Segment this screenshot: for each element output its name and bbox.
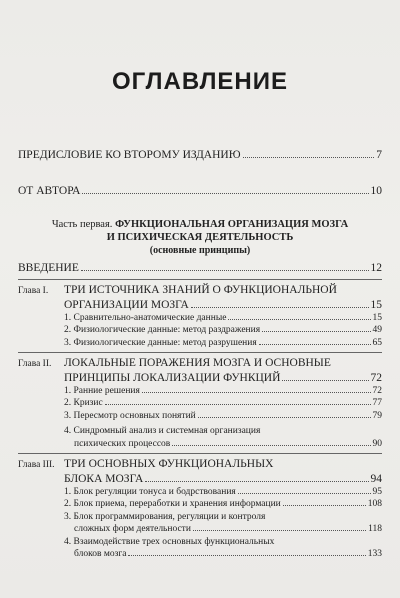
section-label: 3. Физиологические данные: метод разрушения: [64, 337, 257, 348]
leader-dots: [81, 270, 369, 271]
leader-dots: [282, 380, 368, 381]
chapter-3: [18, 458, 382, 561]
leader-dots: [191, 307, 369, 308]
leader-dots: [172, 445, 370, 446]
section-entry: [64, 397, 382, 410]
leader-dots: [243, 157, 375, 158]
leader-dots: [105, 404, 371, 405]
leader-dots: [145, 481, 368, 482]
part-subtitle: (основные принципы): [149, 245, 251, 256]
section-label: 4. Взаимодействие трех основных функциональных: [64, 536, 275, 547]
leader-dots: [82, 193, 368, 194]
toc-entry-preface: [18, 148, 382, 162]
section-entry-continued: [64, 523, 382, 536]
section-label-line2: психических процессов: [74, 438, 171, 449]
chapter-title-line2: ОРГАНИЗАЦИИ МОЗГА: [64, 298, 189, 311]
chapter-number: Глава III.: [18, 460, 55, 470]
toc-entry-label: ОТ АВТОРА: [18, 185, 81, 197]
section-label: 1. Сравнительно-анатомические данные: [64, 312, 227, 323]
chapter-title: [64, 357, 382, 385]
page-title: ОГЛАВЛЕНИЕ: [111, 68, 289, 95]
section-entry: [64, 536, 382, 549]
toc-entry-label: ВВЕДЕНИЕ: [18, 262, 79, 274]
section-label: 2. Блок приема, переработки и хранения информации: [64, 499, 281, 509]
chapter-title: [64, 284, 382, 312]
section-label-line2: блоков мозга: [74, 549, 127, 559]
section-entry: [64, 337, 382, 350]
divider: [18, 453, 382, 454]
chapter-number: Глава II.: [18, 359, 52, 369]
part-heading: [18, 218, 382, 257]
chapter-title-line1: ТРИ ОСНОВНЫХ ФУНКЦИОНАЛЬНЫХ: [64, 458, 274, 470]
section-page: 108: [367, 499, 382, 509]
leader-dots: [283, 505, 366, 506]
section-label: 1. Ранние решения: [64, 385, 140, 396]
section-page: 72: [372, 385, 382, 396]
section-page: 15: [372, 312, 382, 323]
part-title-line2: И ПСИХИЧЕСКАЯ ДЕЯТЕЛЬНОСТЬ: [106, 232, 294, 243]
section-page: 95: [372, 486, 382, 497]
leader-dots: [128, 555, 365, 556]
section-page: 90: [372, 438, 382, 449]
section-entry: [64, 511, 382, 524]
section-entry-continued: [64, 548, 382, 561]
section-entry: [64, 410, 382, 423]
toc-entry-label: ПРЕДИСЛОВИЕ КО ВТОРОМУ ИЗДАНИЮ: [18, 149, 241, 161]
section-entry: [64, 425, 382, 438]
toc-entry-page: 10: [370, 185, 382, 197]
part-number: Часть первая.: [51, 219, 113, 230]
section-entry-continued: [64, 438, 382, 451]
section-entry: [64, 486, 382, 499]
table-of-contents: [18, 148, 382, 564]
chapter-page: 94: [370, 472, 382, 485]
chapter-number: Глава I.: [18, 286, 49, 296]
part-title-line1: ФУНКЦИОНАЛЬНАЯ ОРГАНИЗАЦИЯ МОЗГА: [115, 219, 349, 230]
section-label: 3. Блок программирования, регуляции и контроля: [64, 511, 266, 522]
section-label: 4. Синдромный анализ и системная организация: [64, 426, 261, 436]
section-page: 118: [368, 524, 382, 534]
leader-dots: [228, 319, 370, 320]
section-page: 49: [372, 325, 382, 335]
chapter-title: [64, 458, 382, 486]
chapter-1: [18, 284, 382, 349]
divider: [18, 352, 382, 353]
leader-dots: [238, 493, 371, 494]
toc-entry-intro: [18, 261, 382, 275]
chapter-title-line2: ПРИНЦИПЫ ЛОКАЛИЗАЦИИ ФУНКЦИЙ: [64, 371, 281, 384]
leader-dots: [142, 392, 371, 393]
chapter-title-line1: ЛОКАЛЬНЫЕ ПОРАЖЕНИЯ МОЗГА И ОСНОВНЫЕ: [64, 357, 331, 369]
divider: [18, 279, 382, 280]
section-label: 3. Пересмотр основных понятий: [64, 410, 196, 421]
section-entry: [64, 312, 382, 325]
section-page: 79: [372, 410, 382, 421]
toc-entry-page: 7: [376, 149, 382, 161]
chapter-page: 15: [370, 298, 382, 311]
section-label-line2: сложных форм деятельности: [74, 524, 191, 534]
toc-entry-author: [18, 184, 382, 198]
section-page: 65: [372, 337, 382, 348]
section-label: 2. Кризис: [64, 398, 103, 408]
toc-entry-page: 12: [370, 262, 382, 274]
section-label: 2. Физиологические данные: метод раздражения: [64, 325, 261, 335]
leader-dots: [198, 417, 371, 418]
section-page: 77: [372, 398, 382, 408]
chapter-title-line1: ТРИ ИСТОЧНИКА ЗНАНИЙ О ФУНКЦИОНАЛЬНОЙ: [64, 284, 337, 296]
section-entry: [64, 324, 382, 337]
section-entry: [64, 498, 382, 511]
section-label: 1. Блок регуляции тонуса и бодрствования: [64, 486, 236, 497]
chapter-2: [18, 357, 382, 450]
leader-dots: [262, 331, 370, 332]
section-entry: [64, 385, 382, 398]
chapter-page: 72: [370, 371, 382, 384]
leader-dots: [259, 344, 371, 345]
chapter-title-line2: БЛОКА МОЗГА: [64, 472, 144, 485]
leader-dots: [193, 530, 366, 531]
section-page: 133: [367, 549, 382, 559]
